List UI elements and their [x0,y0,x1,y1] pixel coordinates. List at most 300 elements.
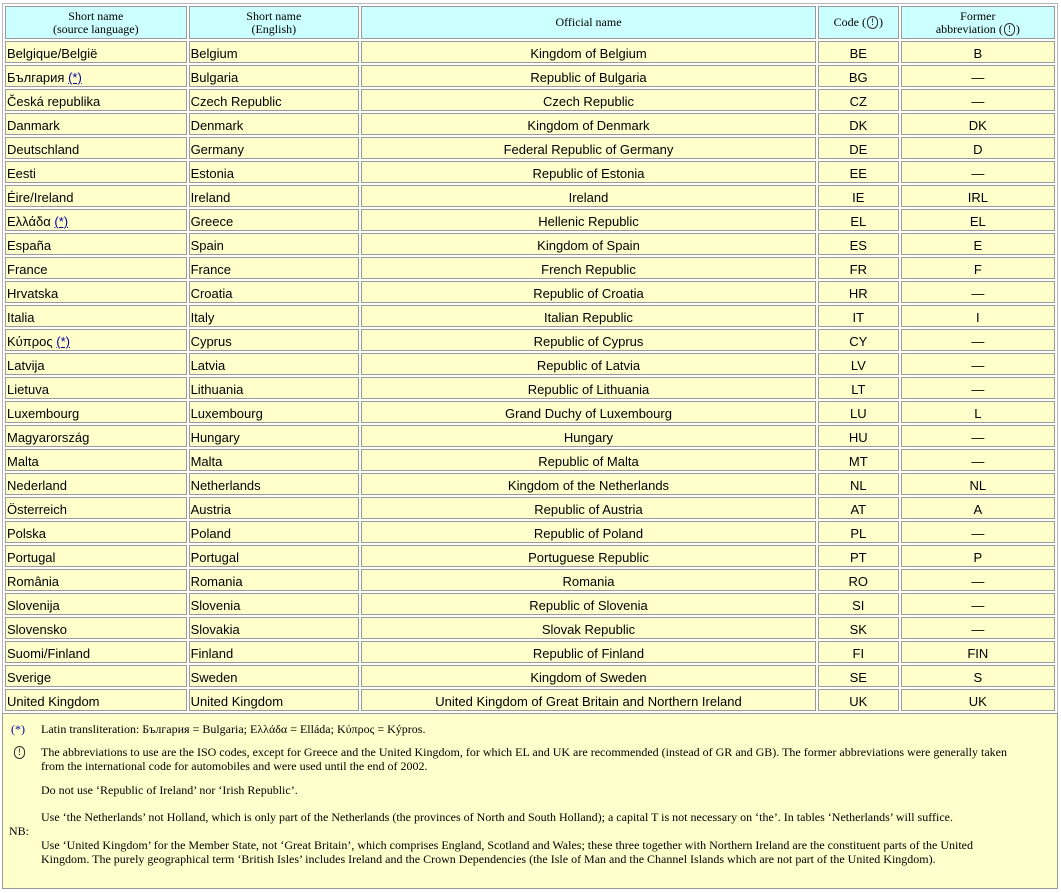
cell-code [818,521,899,543]
cell-former-abbreviation-text: P [973,550,983,565]
cell-code [818,257,899,279]
cell-former-abbreviation-text: — [971,334,985,349]
cell-former-abbreviation [901,521,1055,543]
cell-english-name [189,305,359,327]
cell-official-name-text: Slovak Republic [541,622,636,637]
cell-code [818,329,899,351]
cell-code [818,161,899,183]
cell-former-abbreviation-text: — [971,526,985,541]
cell-former-abbreviation [901,353,1055,375]
cell-english-name-text: Malta [190,454,223,469]
cell-former-abbreviation [901,65,1055,87]
cell-source-name [5,617,187,639]
table-row [5,233,1055,255]
cell-source-name-text: Magyarország [7,430,90,445]
cell-english-name-text: Denmark [190,118,244,133]
cell-official-name-text: Republic of Lithuania [527,382,650,397]
cell-former-abbreviation-text: UK [968,694,987,709]
cell-former-abbreviation [901,473,1055,495]
cell-official-name [361,401,816,423]
cell-english-name [189,353,359,375]
cell-official-name-text: Kingdom of Sweden [530,670,647,685]
header-former-line1: Former [960,8,996,23]
cell-former-abbreviation [901,329,1055,351]
cell-official-name-text: Czech Republic [542,94,635,109]
cell-english-name [189,401,359,423]
info-footnote-icon: ! [13,745,26,759]
table-row [5,545,1055,567]
table-row [5,377,1055,399]
cell-english-name-text: Italy [190,310,215,325]
cell-source-name-text: Slovenija [7,598,60,613]
cell-code-text: LU [849,406,867,421]
cell-official-name-text: Ireland [568,190,609,205]
code-footnote-info-icon[interactable]: ! [867,16,878,29]
cell-former-abbreviation-text: — [971,622,985,637]
table-row [5,689,1055,711]
cell-source-name-text: Hrvatska [7,286,59,301]
cell-source-name-text: Luxembourg [7,406,80,421]
cell-official-name-text: Republic of Malta [538,454,639,469]
cell-code [818,449,899,471]
cell-code [818,377,899,399]
cell-code-text: EL [850,214,867,229]
cell-code-text: AT [850,502,867,517]
cell-official-name [361,569,816,591]
cell-former-abbreviation [901,41,1055,63]
cell-official-name [361,41,816,63]
cell-official-name [361,257,816,279]
info-footnote-text: The abbreviations to use are the ISO codes, except for Greece and the United Kingdom, for which EL and UK are recommended (instead of GR and GB). The former abbreviations were generally taken from the international code for automobiles and were used until the end of 2002. [41,745,1007,773]
cell-code [818,137,899,159]
cell-english-name-text: Austria [190,502,232,517]
table-row [5,473,1055,495]
table-row [5,89,1055,111]
cell-source-name [5,641,187,663]
cell-official-name-text: Kingdom of Belgium [530,46,647,61]
cell-code [818,41,899,63]
header-short-name-source [5,6,187,39]
cell-former-abbreviation-text: — [971,166,985,181]
cell-english-name-text: Germany [190,142,245,157]
cell-english-name-text: Ireland [190,190,231,205]
cell-former-abbreviation [901,305,1055,327]
cell-official-name [361,545,816,567]
cell-source-name-text: Éire/Ireland [7,190,74,205]
cell-former-abbreviation-text: I [976,310,980,325]
cell-former-abbreviation-text: — [971,94,985,109]
table-row [5,569,1055,591]
cell-english-name-text: Czech Republic [190,94,282,109]
cell-code-text: CY [849,334,868,349]
cell-former-abbreviation-text: — [971,574,985,589]
cell-source-name [5,521,187,543]
transliteration-footnote-link[interactable]: (*) [54,214,69,229]
cell-code-text: UK [849,694,868,709]
table-row [5,41,1055,63]
cell-former-abbreviation [901,497,1055,519]
cell-former-abbreviation [901,377,1055,399]
cell-code [818,353,899,375]
nb-label: NB: [9,824,30,838]
cell-english-name [189,233,359,255]
cell-former-abbreviation-text: — [971,454,985,469]
cell-code-text: HU [848,430,868,445]
table-row [5,113,1055,135]
cell-source-name [5,449,187,471]
cell-former-abbreviation-text: — [971,70,985,85]
cell-english-name [189,137,359,159]
cell-english-name-text: Portugal [190,550,239,565]
cell-english-name-text: Hungary [190,430,240,445]
header-english-line2: (English) [251,21,297,36]
footnotes-panel [2,713,1058,889]
header-short-name-english [189,6,359,39]
cell-english-name [189,545,359,567]
cell-official-name-text: Kingdom of Spain [537,238,640,253]
cell-english-name-text: Netherlands [190,478,261,493]
cell-english-name-text: Latvia [190,358,226,373]
cell-former-abbreviation [901,545,1055,567]
cell-former-abbreviation [901,617,1055,639]
cell-former-abbreviation [901,113,1055,135]
cell-former-abbreviation [901,137,1055,159]
cell-code-text: ES [849,238,867,253]
cell-official-name [361,617,816,639]
cell-source-name [5,425,187,447]
cell-former-abbreviation-text: B [973,46,983,61]
cell-source-name [5,185,187,207]
cell-english-name-text: Poland [190,526,232,541]
cell-official-name-text: Republic of Poland [533,526,644,541]
table-row [5,281,1055,303]
cell-official-name [361,209,816,231]
cell-former-abbreviation [901,449,1055,471]
cell-code-text: MT [848,454,868,469]
cell-official-name [361,473,816,495]
cell-english-name [189,689,359,711]
cell-source-name-text: España [7,238,52,253]
cell-code [818,185,899,207]
cell-official-name [361,689,816,711]
cell-code-text: SK [849,622,867,637]
cell-code-text: DE [849,142,868,157]
cell-source-name-text: United Kingdom [7,694,100,709]
cell-code-text: BE [849,46,867,61]
cell-former-abbreviation-text: — [971,358,985,373]
cell-official-name-text: Romania [562,574,615,589]
cell-official-name-text: Hellenic Republic [538,214,639,229]
transliteration-footnote-link[interactable]: (*) [56,334,70,349]
cell-official-name [361,89,816,111]
cell-official-name-text: Portuguese Republic [528,550,649,565]
cell-english-name [189,209,359,231]
star-footnote-text: Latin transliteration: България = Bulgaria; Ελλάδα = Elláda; Κύπρος = Kýpros. [41,722,426,736]
cell-official-name [361,497,816,519]
cell-official-name-text: Kingdom of Denmark [527,118,650,133]
cell-source-name-text: Κύπρος [7,334,53,349]
nb-note-united-kingdom: Use ‘United Kingdom’ for the Member State, not ‘Great Britain’, which comprises England, Scotland and Wales; these three together with Northern Ireland are the constituent parts of the United Kingdom. The purely geographical term ‘British Isles’ includes Ireland and the Crown Dependencies (the Isle of Man and the Channel Islands which are not part of the United Kingdom). [41,838,973,866]
cell-english-name [189,641,359,663]
cell-former-abbreviation-text: NL [969,478,987,493]
cell-former-abbreviation-text: — [971,382,985,397]
cell-code-text: SE [849,670,867,685]
cell-former-abbreviation-text: DK [968,118,987,133]
cell-english-name [189,593,359,615]
nb-note-netherlands: Use ‘the Netherlands’ not Holland, which is only part of the Netherlands (the provinces of North and South Holland); a capital T is not necessary on ‘the’. In tables ‘Netherlands’ will suffice. [41,810,953,824]
cell-official-name [361,425,816,447]
cell-source-name [5,65,187,87]
nb-note-ireland: Do not use ‘Republic of Ireland’ nor ‘Irish Republic’. [41,783,298,797]
cell-english-name [189,377,359,399]
cell-code [818,641,899,663]
cell-code-text: HR [848,286,868,301]
cell-code [818,233,899,255]
cell-former-abbreviation [901,641,1055,663]
cell-official-name-text: Republic of Estonia [532,166,645,181]
table-row [5,65,1055,87]
cell-code [818,689,899,711]
table-row [5,425,1055,447]
cell-former-abbreviation-text: S [973,670,983,685]
cell-code [818,401,899,423]
cell-source-name-text: Suomi/Finland [7,646,91,661]
table-row [5,401,1055,423]
cell-source-name-text: France [7,262,48,277]
cell-code-text: NL [849,478,867,493]
table-row [5,521,1055,543]
cell-official-name-text: United Kingdom of Great Britain and Northern Ireland [435,694,742,709]
header-official-label: Official name [555,15,622,29]
cell-official-name [361,641,816,663]
table-row [5,353,1055,375]
cell-code-text: IT [852,310,865,325]
cell-english-name-text: Spain [190,238,224,253]
cell-code [818,569,899,591]
cell-former-abbreviation [901,209,1055,231]
cell-source-name-text: Danmark [7,118,60,133]
cell-official-name-text: Italian Republic [544,310,633,325]
cell-former-abbreviation [901,401,1055,423]
cell-english-name-text: United Kingdom [190,694,284,709]
cell-english-name [189,473,359,495]
cell-english-name [189,569,359,591]
cell-former-abbreviation-text: FIN [967,646,989,661]
cell-source-name-text: Latvija [7,358,45,373]
cell-english-name [189,89,359,111]
cell-source-name-text: България [7,70,65,85]
star-footnote-link[interactable]: (*) [11,722,25,736]
cell-former-abbreviation [901,569,1055,591]
cell-official-name [361,161,816,183]
cell-english-name [189,449,359,471]
cell-source-name-text: Ελλάδα [7,214,51,229]
cell-source-name [5,257,187,279]
header-english-line1: Short name [246,8,302,23]
cell-code [818,497,899,519]
cell-former-abbreviation-text: — [971,598,985,613]
cell-english-name-text: Belgium [190,46,238,61]
cell-source-name [5,377,187,399]
cell-code [818,425,899,447]
cell-code [818,473,899,495]
cell-source-name-text: Nederland [7,478,67,493]
cell-english-name [189,281,359,303]
table-row [5,209,1055,231]
table-row [5,161,1055,183]
cell-source-name [5,209,187,231]
cell-official-name [361,665,816,687]
cell-code-text: FR [849,262,867,277]
cell-official-name-text: Federal Republic of Germany [503,142,674,157]
cell-official-name-text: Republic of Cyprus [533,334,644,349]
cell-code-text: EE [849,166,867,181]
cell-official-name-text: Republic of Finland [532,646,645,661]
table-row [5,449,1055,471]
cell-english-name [189,497,359,519]
cell-english-name [189,65,359,87]
cell-code [818,113,899,135]
cell-source-name [5,497,187,519]
cell-former-abbreviation [901,689,1055,711]
cell-former-abbreviation [901,161,1055,183]
cell-official-name-text: Grand Duchy of Luxembourg [505,406,672,421]
cell-english-name-text: Lithuania [190,382,244,397]
cell-source-name [5,593,187,615]
cell-official-name [361,377,816,399]
cell-source-name-text: Deutschland [7,142,80,157]
cell-former-abbreviation [901,257,1055,279]
transliteration-footnote-link[interactable]: (*) [68,70,82,85]
cell-former-abbreviation-text: F [973,262,982,277]
cell-official-name [361,593,816,615]
cell-source-name-text: Eesti [7,166,36,181]
cell-code-text: SI [852,598,865,613]
cell-official-name-text: Republic of Slovenia [529,598,648,613]
cell-source-name [5,89,187,111]
cell-former-abbreviation-text: — [971,286,985,301]
cell-official-name [361,521,816,543]
cell-former-abbreviation-text: IRL [967,190,988,205]
cell-code [818,89,899,111]
former-footnote-info-icon[interactable]: ! [1004,23,1015,36]
cell-code-text: DK [849,118,868,133]
cell-english-name [189,425,359,447]
cell-source-name [5,665,187,687]
cell-former-abbreviation [901,89,1055,111]
cell-former-abbreviation [901,425,1055,447]
cell-former-abbreviation-text: D [973,142,983,157]
cell-former-abbreviation [901,665,1055,687]
cell-code [818,593,899,615]
cell-former-abbreviation [901,185,1055,207]
cell-former-abbreviation-text: A [973,502,983,517]
cell-source-name-text: Italia [7,310,35,325]
cell-english-name [189,257,359,279]
cell-english-name-text: Slovakia [190,622,240,637]
cell-official-name-text: Republic of Bulgaria [530,70,647,85]
table-header-row [5,6,1055,39]
table-body [5,41,1055,711]
cell-english-name-text: Bulgaria [190,70,239,85]
table-row [5,137,1055,159]
cell-english-name-text: Greece [190,214,234,229]
table-row [5,185,1055,207]
cell-code-text: CZ [849,94,867,109]
cell-code [818,281,899,303]
cell-official-name [361,449,816,471]
cell-source-name-text: România [7,574,60,589]
cell-former-abbreviation [901,233,1055,255]
cell-official-name-text: Republic of Austria [534,502,643,517]
cell-english-name [189,161,359,183]
cell-official-name [361,185,816,207]
header-former-abbreviation: Former abbreviation ( ! ) [901,6,1055,39]
cell-source-name [5,233,187,255]
cell-source-name [5,569,187,591]
cell-source-name [5,329,187,351]
cell-code-text: BG [848,70,868,85]
cell-official-name-text: Republic of Latvia [536,358,641,373]
cell-code-text: PT [849,550,867,565]
cell-official-name [361,233,816,255]
cell-official-name-text: French Republic [541,262,636,277]
cell-source-name-text: Sverige [7,670,52,685]
cell-official-name-text: Hungary [563,430,614,445]
table-row [5,257,1055,279]
cell-former-abbreviation-text: E [973,238,983,253]
cell-former-abbreviation [901,281,1055,303]
cell-official-name [361,329,816,351]
cell-former-abbreviation [901,593,1055,615]
cell-english-name [189,113,359,135]
cell-code [818,209,899,231]
cell-english-name-text: Sweden [190,670,238,685]
cell-source-name [5,545,187,567]
table-row [5,665,1055,687]
country-codes-table [2,3,1058,714]
cell-english-name-text: Croatia [190,286,233,301]
cell-source-name [5,473,187,495]
header-code: Code ( ! ) [818,6,899,39]
cell-english-name-text: Estonia [190,166,234,181]
cell-official-name [361,305,816,327]
table-row [5,305,1055,327]
cell-code [818,545,899,567]
cell-code [818,65,899,87]
header-official-name [361,6,816,39]
cell-source-name-text: Polska [7,526,47,541]
cell-english-name-text: Romania [190,574,243,589]
cell-official-name [361,65,816,87]
cell-code-text: PL [850,526,867,541]
cell-english-name [189,521,359,543]
cell-code-text: RO [848,574,869,589]
cell-code-text: LT [851,382,866,397]
cell-code [818,305,899,327]
cell-former-abbreviation-text: L [974,406,982,421]
cell-source-name [5,353,187,375]
cell-english-name [189,329,359,351]
cell-source-name-text: Lietuva [7,382,49,397]
cell-source-name-text: Belgique/België [7,46,98,61]
cell-source-name [5,689,187,711]
cell-source-name [5,41,187,63]
cell-source-name [5,305,187,327]
cell-official-name [361,281,816,303]
cell-english-name-text: Finland [190,646,234,661]
header-code-label: Code [833,15,859,29]
